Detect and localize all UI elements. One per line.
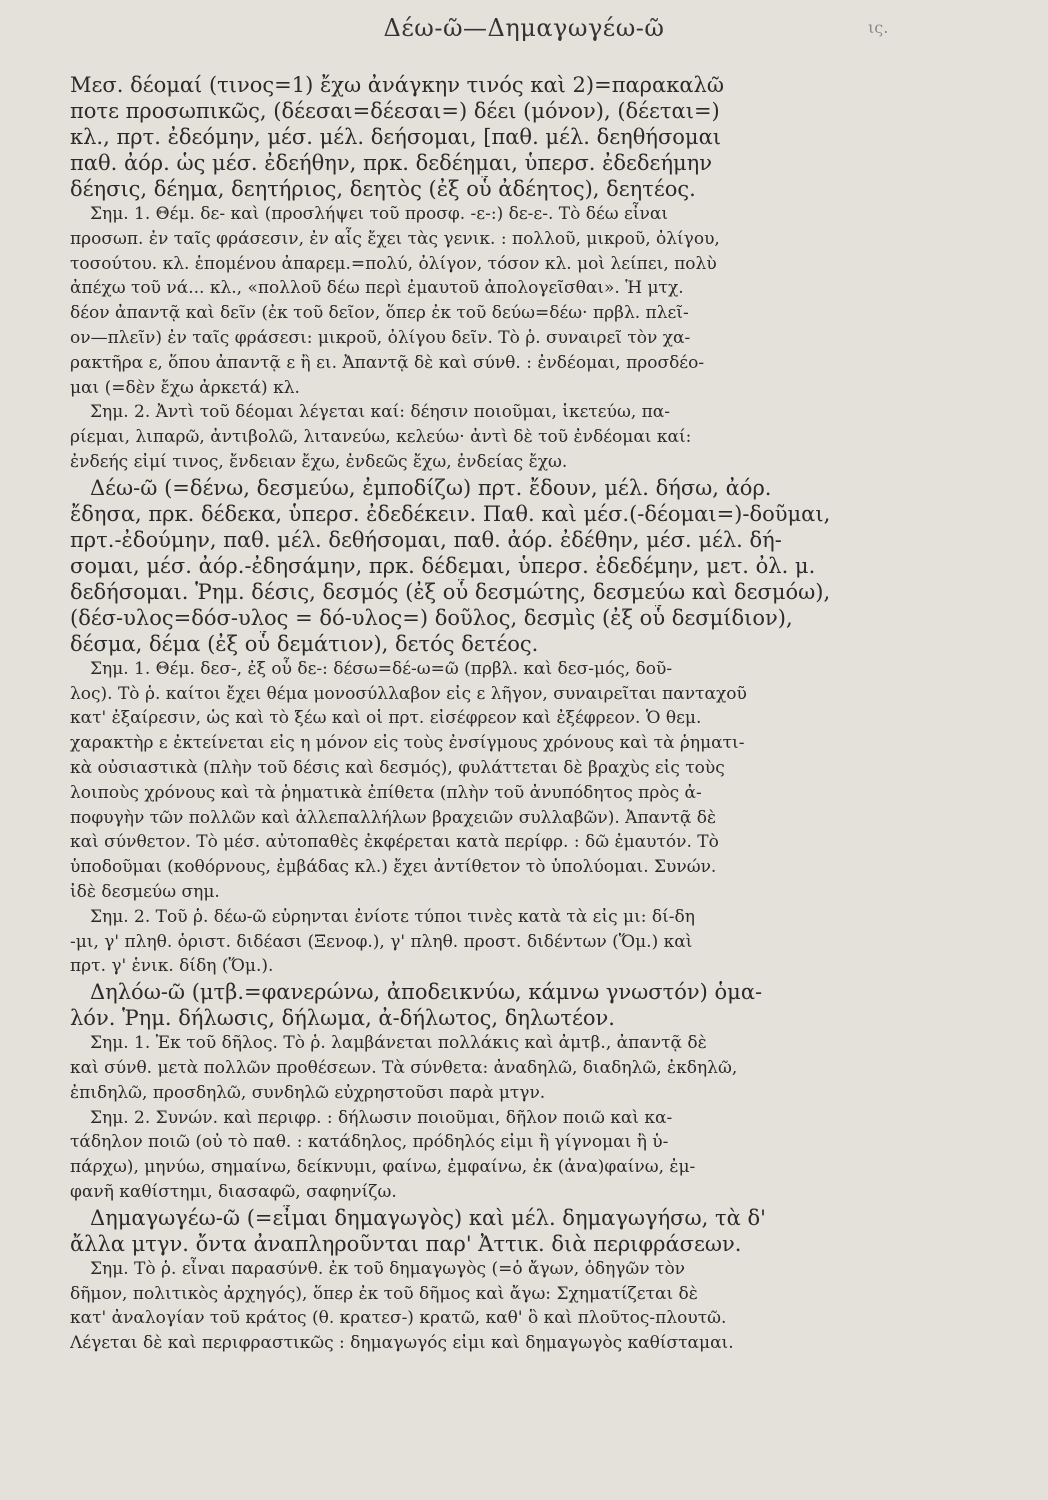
text-line: δῆμον, πολιτικὸς ἀρχηγός), ὅπερ ἐκ τοῦ δῆμος καὶ ἄγω: Σχηματίζεται δὲ: [70, 1283, 698, 1304]
text-line: Δέω-ῶ (=δένω, δεσμεύω, ἐμποδίζω) πρτ. ἔδουν, μέλ. δήσω, ἀόρ.: [90, 475, 772, 500]
text-line: πρτ. γ' ἑνικ. δίδη (Ὅμ.).: [70, 956, 274, 977]
text-line: ἔδησα, πρκ. δέδεκα, ὑπερσ. ἐδεδέκειν. Παθ. καὶ μέσ.(-δέομαι=)-δοῦμαι,: [70, 501, 831, 526]
text-line: πρτ.-ἐδούμην, παθ. μέλ. δεθήσομαι, παθ. ἀόρ. ἐδέθην, μέσ. μέλ. δή-: [70, 527, 782, 552]
text-line: τοσούτου. κλ. ἑπομένου ἀπαρεμ.=πολύ, ὀλίγον, τόσον κλ. μοὶ λείπει, πολὺ: [70, 253, 717, 274]
text-line: Σημ. 1. Θέμ. δε- καὶ (προσλήψει τοῦ προσφ. -ε-:) δε-ε-. Τὸ δέω εἶναι: [90, 204, 668, 224]
text-line: μαι (=δὲν ἔχω ἀρκετά) κλ.: [70, 377, 300, 398]
text-line: λος). Τὸ ῥ. καίτοι ἔχει θέμα μονοσύλλαβον εἰς ε λῆγον, συναιρεῖται πανταχοῦ: [70, 683, 747, 704]
text-line: ἄλλα μτγν. ὄντα ἀναπληροῦνται παρ' Ἀττικ. διὰ περιφράσεων.: [70, 1231, 742, 1256]
text-line: πάρχω), μηνύω, σημαίνω, δείκνυμι, φαίνω, ἐμφαίνω, ἐκ (ἀνα)φαίνω, ἐμ-: [70, 1157, 696, 1178]
text-line: Σημ. 2. Ἀντὶ τοῦ δέομαι λέγεται καί: δέησιν ποιοῦμαι, ἱκετεύω, πα-: [90, 402, 671, 423]
text-line: δέησις, δέημα, δεητήριος, δεητὸς (ἐξ οὗ ἀδέητος), δεητέος.: [70, 177, 696, 201]
text-line: Λέγεται δὲ καὶ περιφραστικῶς : δημαγωγός εἰμι καὶ δημαγωγὸς καθίσταμαι.: [70, 1333, 734, 1354]
text-line: κὰ οὐσιαστικὰ (πλὴν τοῦ δέσις καὶ δεσμός), φυλάττεται δὲ βραχὺς εἰς τοὺς: [70, 757, 725, 778]
text-line: κατ' ἐξαίρεσιν, ὡς καὶ τὸ ξέω καὶ οἱ πρτ. εἰσέφρεον καὶ ἐξέφρεον. Ὁ θεμ.: [70, 708, 702, 729]
text-line: ἰδὲ δεσμεύω σημ.: [70, 881, 220, 902]
text-line: χαρακτὴρ ε ἐκτείνεται εἰς η μόνον εἰς τοὺς ἐνσίγμους χρόνους καὶ τὰ ῥηματι-: [70, 733, 745, 754]
text-line: Μεσ. δέομαί (τινος=1) ἔχω ἀνάγκην τινός καὶ 2)=παρακαλῶ: [70, 73, 724, 97]
text-line: δέσμα, δέμα (ἐξ οὗ δεμάτιον), δετός δετέος.: [70, 631, 539, 656]
text-line: Δημαγωγέω-ῶ (=εἶμαι δημαγωγὸς) καὶ μέλ. δημαγωγήσω, τὰ δ': [90, 1205, 766, 1230]
running-head: Δέω-ῶ—Δημαγωγέω-ῶ: [383, 14, 665, 42]
text-line: ρίεμαι, λιπαρῶ, ἀντιβολῶ, λιτανεύω, κελεύω· ἀντὶ δὲ τοῦ ἐνδέομαι καί:: [70, 427, 692, 448]
text-line: ποτε προσωπικῶς, (δέεσαι=δέεσαι=) δέει (μόνον), (δέεται=): [70, 99, 720, 123]
text-line: κατ' ἀναλογίαν τοῦ κράτος (θ. κρατεσ-) κρατῶ, καθ' ὃ καὶ πλοῦτος-πλουτῶ.: [70, 1308, 727, 1329]
text-line: δεδήσομαι. Ῥημ. δέσις, δεσμός (ἐξ οὗ δεσμώτης, δεσμεύω καὶ δεσμόω),: [70, 579, 831, 604]
text-line: Σημ. 1. Ἐκ τοῦ δῆλος. Τὸ ῥ. λαμβάνεται πολλάκις καὶ ἀμτβ., ἀπαντᾷ δὲ: [90, 1033, 707, 1054]
text-line: Δηλόω-ῶ (μτβ.=φανερώνω, ἀποδεικνύω, κάμνω γνωστόν) ὁμα-: [90, 980, 763, 1005]
page-number: ις.: [868, 18, 889, 37]
text-line: ἐνδεής εἰμί τινος, ἔνδειαν ἔχω, ἐνδεῶς ἔχω, ἐνδείας ἔχω.: [70, 451, 568, 472]
text-line: παθ. ἀόρ. ὡς μέσ. ἐδεήθην, πρκ. δεδέημαι, ὑπερσ. ἐδεδεήμην: [70, 151, 713, 175]
body-text: [70, 72, 950, 1356]
text-line: τάδηλον ποιῶ (οὐ τὸ παθ. : κατάδηλος, πρόδηλός εἰμι ἢ γίγνομαι ἢ ὑ-: [70, 1132, 669, 1153]
text-line: σομαι, μέσ. ἀόρ.-ἐδησάμην, πρκ. δέδεμαι, ὑπερσ. ἐδεδέμην, μετ. ὀλ. μ.: [70, 553, 816, 578]
text-line: Σημ. Τὸ ῥ. εἶναι παρασύνθ. ἐκ τοῦ δημαγωγὸς (=ὁ ἄγων, ὁδηγῶν τὸν: [90, 1258, 686, 1279]
text-line: Σημ. 1. Θέμ. δεσ-, ἐξ οὗ δε-: δέσω=δέ-ω=ῶ (πρβλ. καὶ δεσ-μός, δοῦ-: [90, 658, 673, 679]
text-line: καὶ σύνθετον. Τὸ μέσ. αὐτοπαθὲς ἐκφέρεται κατὰ περίφρ. : δῶ ἐμαυτόν. Τὸ: [70, 832, 719, 853]
text-line: ον—πλεῖν) ἐν ταῖς φράσεσι: μικροῦ, ὀλίγου δεῖν. Τὸ ῥ. συναιρεῖ τὸν χα-: [70, 327, 691, 348]
text-line: Σημ. 2. Συνών. καὶ περιφρ. : δήλωσιν ποιοῦμαι, δῆλον ποιῶ καὶ κα-: [90, 1107, 673, 1128]
text-line: ὑποδοῦμαι (κοθόρνους, ἐμβάδας κλ.) ἔχει ἀντίθετον τὸ ὑπολύομαι. Συνών.: [70, 857, 717, 878]
text-line: λόν. Ῥημ. δήλωσις, δήλωμα, ἀ-δήλωτος, δηλωτέον.: [70, 1006, 615, 1031]
text-line: κλ., πρτ. ἐδεόμην, μέσ. μέλ. δεήσομαι, [παθ. μέλ. δεηθήσομαι: [70, 125, 721, 149]
text-line: λοιποὺς χρόνους καὶ τὰ ῥηματικὰ ἐπίθετα (πλὴν τοῦ ἀνυπόδητος πρὸς ἀ-: [70, 782, 702, 803]
text-line: ρακτῆρα ε, ὅπου ἀπαντᾷ ε ἢ ει. Ἀπαντᾷ δὲ καὶ σύνθ. : ἐνδέομαι, προσδέο-: [70, 352, 705, 373]
text-line: ἐπιδηλῶ, προσδηλῶ, συνδηλῶ εὐχρηστοῦσι παρὰ μτγν.: [70, 1082, 546, 1103]
text-line: ἀπέχω τοῦ νά... κλ., «πολλοῦ δέω περὶ ἐμαυτοῦ ἀπολογεῖσθαι». Ἡ μτχ.: [70, 278, 684, 299]
text-line: -μι, γ' πληθ. ὁριστ. διδέασι (Ξενοφ.), γ' πληθ. προστ. διδέντων (Ὅμ.) καὶ: [70, 931, 693, 952]
text-line: προσωπ. ἐν ταῖς φράσεσιν, ἐν αἷς ἔχει τὰς γενικ. : πολλοῦ, μικροῦ, ὀλίγου,: [70, 228, 720, 249]
text-line: δέον ἀπαντᾷ καὶ δεῖν (ἐκ τοῦ δεῖον, ὅπερ ἐκ τοῦ δεύω=δέω· πρβλ. πλεῖ-: [70, 303, 689, 324]
text-line: (δέσ-υλος=δόσ-υλος = δό-υλος=) δοῦλος, δεσμὶς (ἐξ οὗ δεσμίδιον),: [70, 605, 793, 630]
text-line: Σημ. 2. Τοῦ ῥ. δέω-ῶ εὑρηνται ἐνίοτε τύποι τινὲς κατὰ τὰ εἰς μι: δί-δη: [90, 906, 695, 927]
text-line: φανῆ καθίστημι, διασαφῶ, σαφηνίζω.: [70, 1181, 397, 1202]
text-line: ποφυγὴν τῶν πολλῶν καὶ ἀλλεπαλλήλων βραχειῶν συλλαβῶν). Ἀπαντᾷ δὲ: [70, 807, 717, 828]
text-line: καὶ σύνθ. μετὰ πολλῶν προθέσεων. Τὰ σύνθετα: ἀναδηλῶ, διαδηλῶ, ἐκδηλῶ,: [70, 1057, 738, 1078]
